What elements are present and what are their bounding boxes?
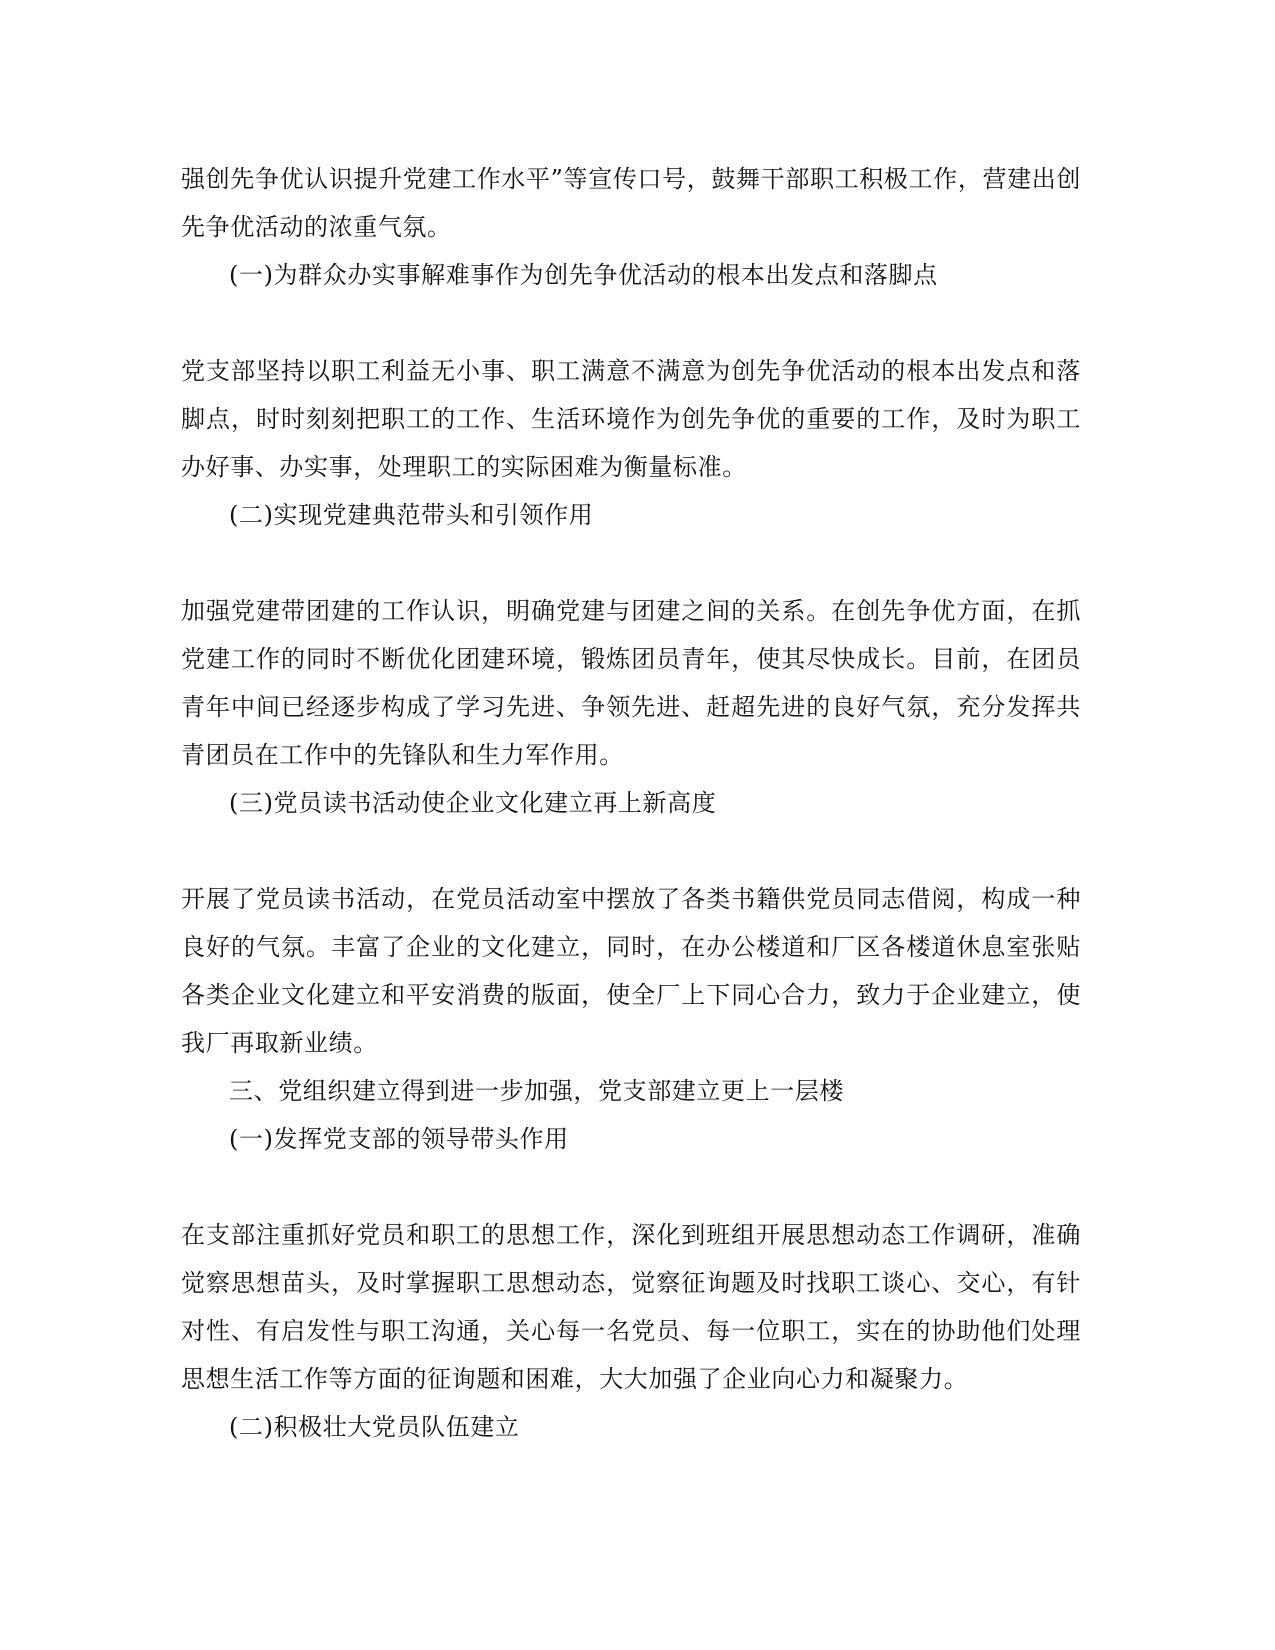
document-body xyxy=(181,155,1081,1451)
chapter-heading-3: 三、党组织建立得到进一步加强，党支部建立更上一层楼 xyxy=(229,1077,844,1105)
paragraph-2: 加强党建带团建的工作认识，明确党建与团建之间的关系。在创先争优方面，在抓党建工作的同时不断优化团建环境，锻炼团员青年，使其尽快成长。目前，在团员青年中间已经逐步构成了学习先进、争领先进、赶超先进的良好气氛，充分发挥共青团员在工作中的先锋队和生力军作用。 xyxy=(181,597,1081,769)
paragraph-intro: 强创先争优认识提升党建工作水平”等宣传口号，鼓舞干部职工积极工作，营建出创先争优活动的浓重气氛。 xyxy=(181,165,1081,241)
section-heading-3-1: (一)发挥党支部的领导带头作用 xyxy=(229,1125,569,1153)
paragraph-1: 党支部坚持以职工利益无小事、职工满意不满意为创先争优活动的根本出发点和落脚点，时时刻刻把职工的工作、生活环境作为创先争优的重要的工作，及时为职工办好事、办实事，处理职工的实际困难为衡量标准。 xyxy=(181,357,1081,481)
paragraph-3: 开展了党员读书活动，在党员活动室中摆放了各类书籍供党员同志借阅，构成一种良好的气氛。丰富了企业的文化建立，同时，在办公楼道和厂区各楼道休息室张贴各类企业文化建立和平安消费的版面，使全厂上下同心合力，致力于企业建立，使我厂再取新业绩。 xyxy=(181,885,1081,1057)
section-heading-3: (三)党员读书活动使企业文化建立再上新高度 xyxy=(229,789,717,817)
section-heading-1: (一)为群众办实事解难事作为创先争优活动的根本出发点和落脚点 xyxy=(229,261,938,289)
paragraph-4: 在支部注重抓好党员和职工的思想工作，深化到班组开展思想动态工作调研，准确觉察思想苗头，及时掌握职工思想动态，觉察征询题及时找职工谈心、交心，有针对性、有启发性与职工沟通，关心每一名党员、每一位职工，实在的协助他们处理思想生活工作等方面的征询题和困难，大大加强了企业向心力和凝聚力。 xyxy=(181,1221,1081,1393)
section-heading-2: (二)实现党建典范带头和引领作用 xyxy=(229,501,594,529)
section-heading-3-2: (二)积极壮大党员队伍建立 xyxy=(229,1413,520,1441)
